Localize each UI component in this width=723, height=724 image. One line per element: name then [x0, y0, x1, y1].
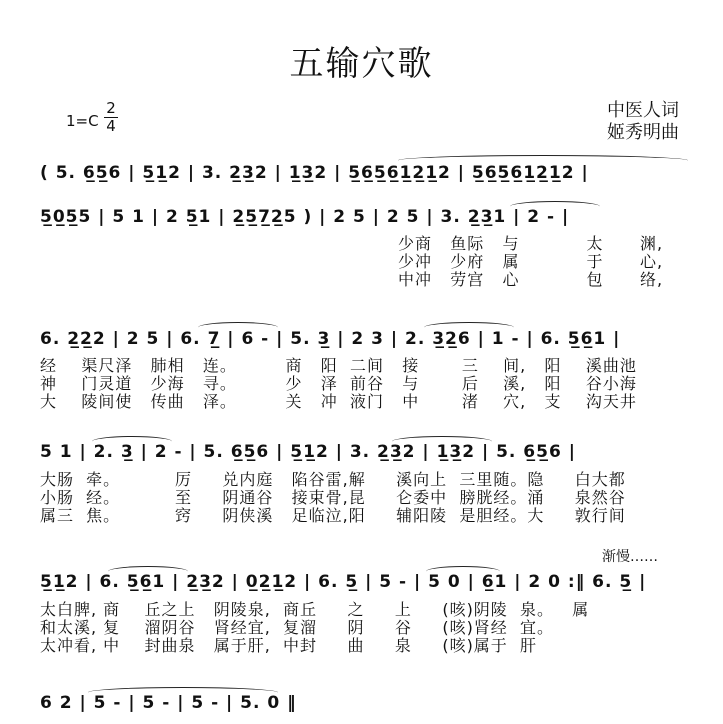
slur: [392, 436, 492, 447]
music-row-4: 5 1 | 2. 3̲ | 2 - | 5. 6̲5̲6 | 5̲1̲2 | 3. 2̲3̲2 | 1̲3̲2 | 5. 6̲5̲6 |: [40, 442, 576, 462]
lyric-row-3-2: 神 门灵道 少海 寻。 少 泽 前谷 与 后 溪, 阳 谷小海: [40, 374, 637, 393]
tempo-mark: 渐慢……: [602, 549, 658, 565]
slur: [92, 436, 172, 447]
slur: [88, 687, 278, 698]
music-row-3: 6. 2̲2̲2 | 2 5 | 6. 7̲ | 6 - | 5. 3̲ | 2 3 | 2. 3̲2̲6 | 1 - | 6. 5̲6̲1 |: [40, 329, 621, 349]
lyric-row-3-3: 大 陵间使 传曲 泽。 关 冲 液门 中 渚 穴, 支 沟天井: [40, 392, 637, 411]
slur: [108, 566, 188, 577]
slur: [424, 322, 514, 333]
lyric-row-3-1: 经 渠尺泽 肺相 连。 商 阳 二间 接 三 间, 阳 溪曲池: [40, 356, 637, 375]
slur: [198, 322, 278, 333]
lyric-row-4-2: 小肠 经。 至 阴通谷 接束骨,昆 仑委中 膀胱经。涌 泉然谷: [40, 488, 626, 507]
lyric-row-5-3: 太冲看, 中 封曲泉 属于肝, 中封 曲 泉 (咳)属于 肝: [40, 636, 537, 655]
music-row-2: 5̲0̲5̲5 | 5 1 | 2 5̲1 | 2̲5̲7̲2̲5 ) | 2 5 | 2 5 | 3. 2̲3̲1 | 2 - |: [40, 207, 570, 227]
time-signature-top: 2: [106, 99, 116, 117]
page-title: 五输穴歌: [289, 44, 434, 84]
time-signature-bottom: 4: [104, 117, 118, 135]
lyric-row-5-2: 和太溪, 复 溜阴谷 肾经宜, 复溜 阴 谷 (咳)肾经 宜。: [40, 618, 554, 637]
music-row-5: 5̲1̲2 | 6. 5̲6̲1 | 2̲3̲2 | 0̲2̲1̲2 | 6. 5̲ | 5 - | 5 0 | 6̲1 | 2 0 :‖ 6. 5̲ |: [40, 572, 647, 592]
lyricist-credit: 中医人词: [607, 100, 679, 121]
slur: [426, 566, 500, 577]
time-signature: [104, 100, 118, 135]
key-signature: 1=C: [66, 112, 99, 130]
lyric-row-2-2: 少冲 少府 属 于 心,: [398, 252, 664, 271]
lyric-row-2-1: 少商 鱼际 与 太 渊,: [398, 234, 664, 253]
slur: [510, 201, 600, 212]
music-row-6: 6 2 | 5 - | 5 - | 5 - | 5. 0 ‖: [40, 693, 297, 713]
composer-credit: 姬秀明曲: [607, 122, 679, 143]
lyric-row-4-3: 属三 焦。 窍 阴侠溪 足临泣,阳 辅阳陵 是胆经。大 敦行间: [40, 506, 626, 525]
lyric-row-4-1: 大肠 牵。 厉 兑内庭 陷谷雷,解 溪向上 三里随。隐 白大都: [40, 470, 626, 489]
slur: [398, 155, 688, 166]
music-row-1: ( 5. 6̲5̲6 | 5̲1̲2 | 3. 2̲3̲2 | 1̲3̲2 | 5̲6̲5̲6̲1̲2̲1̲2 | 5̲6̲5̲6̲1̲2̲1̲2 |: [40, 163, 589, 183]
lyric-row-2-3: 中冲 劳宫 心 包 络,: [398, 270, 664, 289]
lyric-row-5-1: 太白脾, 商 丘之上 阴陵泉, 商丘 之 上 (咳)阴陵 泉。 属: [40, 600, 590, 619]
